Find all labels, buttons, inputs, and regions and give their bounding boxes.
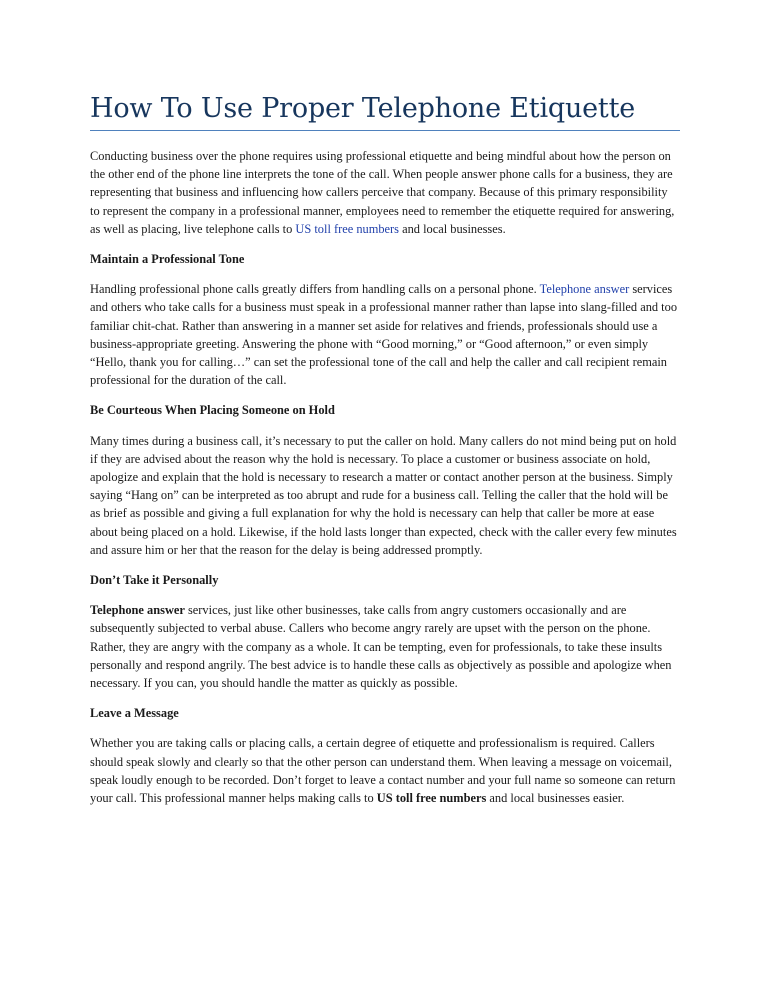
telephone-answer-link[interactable]: Telephone answer [539,282,630,297]
section-paragraph-dont-take-personally [90,601,680,692]
paragraph-text: Handling professional phone calls greatly differs from handling calls on a personal phone. [90,282,540,297]
page-title: How To Use Proper Telephone Etiquette [90,93,636,124]
us-toll-free-numbers-link[interactable]: US toll free numbers [295,221,399,236]
section-paragraph-professional-tone [90,280,680,389]
section-heading-on-hold: Be Courteous When Placing Someone on Hold [90,403,335,418]
section-paragraph-leave-message [90,734,680,807]
document-page [90,92,680,819]
section-heading-dont-take-personally: Don’t Take it Personally [90,573,219,588]
section-paragraph-on-hold: Many times during a business call, it’s necessary to put the caller on hold. Many callers do not mind being put on hold if they are advised about the reason why the hold is necessary. To place a customer or business associate on hold, apologize and explain that the hold is necessary to research a matter or contact another person at the business. Simply saying “Hang on” can be interpreted as too abrupt and rude for a business call. Telling the caller that the hold will be as brief as possible and giving a full explanation for why the hold is necessary can help that caller be more at ease about being placed on a hold. Likewise, if the hold lasts longer than expected, check with the caller every few minutes and assure him or her that the reason for the delay is being addressed promptly. [90,433,677,557]
section-heading-leave-message: Leave a Message [90,706,179,721]
title-underline [90,130,680,131]
bold-keyword-text: US toll free numbers [376,791,487,806]
intro-text-end: and local businesses. [399,221,506,236]
paragraph-text-end: services and others who take calls for a business must speak in a professional manner rather than lapse into slang-filled and too familiar chit-chat. Rather than answering in a manner set aside for relatives and friends, professionals should use a business-appropriate greeting. Answering the phone with “Good morning,” or “Good afternoon,” or even simply “Hello, thank you for calling…” can set the professional tone of the call and help the caller and call recipient remain professional for the duration of the call. [90,282,678,388]
paragraph-text: Whether you are taking calls or placing calls, a certain degree of etiquette and professionalism is required. Callers should speak slowly and clearly so that the other person can understand them. When leaving a message on voicemail, speak loudly enough to be recorded. Don’t forget to leave a contact number and your full name so someone can return your call. This professional manner helps making calls to [90,736,676,806]
paragraph-text-end: and local businesses easier. [486,791,625,806]
intro-paragraph [90,147,680,238]
section-heading-professional-tone: Maintain a Professional Tone [90,252,245,267]
paragraph-text: services, just like other businesses, take calls from angry customers occasionally and are subsequently subjected to verbal abuse. Callers who become angry rarely are upset with the person on the phone. Rather, they are angry with the company as a whole. It can be tempting, even for professionals, to take these insults personally and respond angrily. The best advice is to handle these calls as objectively as possible and apologize when necessary. If you can, you should handle the matter as quickly as possible. [90,603,672,691]
bold-lead-text: Telephone answer [90,603,185,618]
intro-text: Conducting business over the phone requires using professional etiquette and being mindful about how the person on the other end of the phone line interprets the tone of the call. When people answer phone calls for a business, they are representing that business and influencing how callers perceive that company. Because of this primary responsibility to represent the company in a professional manner, employees need to remember the etiquette required for answering, as well as placing, live telephone calls to [90,149,675,236]
